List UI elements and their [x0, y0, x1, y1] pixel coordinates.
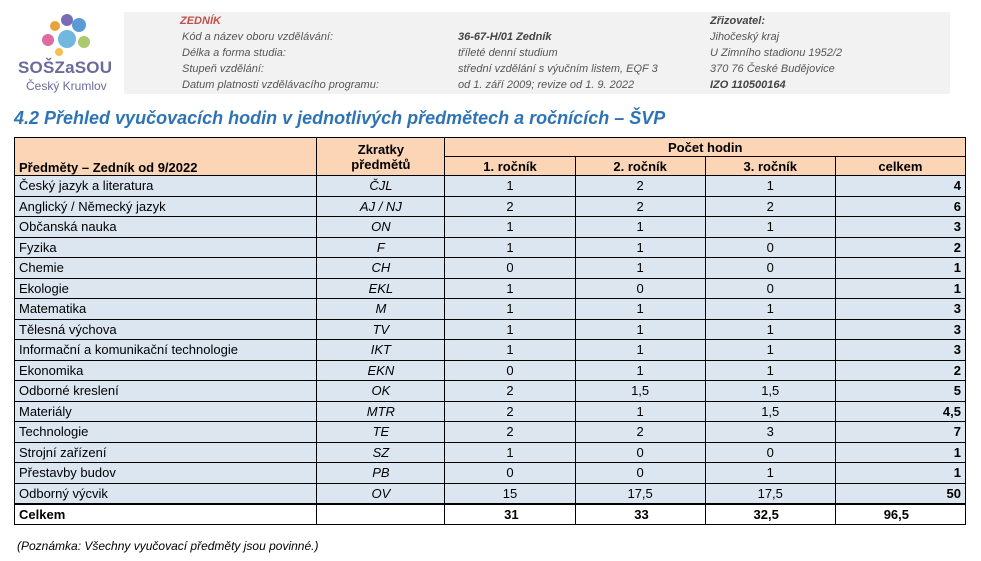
- table-row: [15, 401, 966, 422]
- year-2-cell: 1,5: [575, 381, 705, 402]
- sum-year-1-cell: 31: [445, 504, 575, 525]
- year-3-cell: 17,5: [705, 483, 835, 504]
- year-2-cell: 1: [575, 258, 705, 279]
- subject-cell: Technologie: [15, 422, 317, 443]
- header-total: celkem: [835, 157, 965, 176]
- year-2-cell: 1: [575, 299, 705, 320]
- abbr-cell: CH: [317, 258, 445, 279]
- total-cell: 6: [835, 196, 965, 217]
- info-label: Kód a název oboru vzdělávání:: [182, 31, 334, 43]
- total-cell: 4: [835, 176, 965, 197]
- year-3-cell: 1: [705, 299, 835, 320]
- total-cell: 1: [835, 278, 965, 299]
- abbr-cell: TE: [317, 422, 445, 443]
- header-abbr: [317, 138, 445, 176]
- total-cell: 1: [835, 258, 965, 279]
- abbr-cell: SZ: [317, 442, 445, 463]
- year-2-cell: 2: [575, 176, 705, 197]
- info-value: střední vzdělání s výučním listem, EQF 3: [458, 63, 658, 75]
- subject-cell: Odborný výcvik: [15, 483, 317, 504]
- sum-label-cell: Celkem: [15, 504, 317, 525]
- info-label: Stupeň vzdělání:: [182, 63, 264, 75]
- info-label: Datum platnosti vzdělávacího programu:: [182, 79, 379, 91]
- logo-circles-icon: [36, 8, 98, 58]
- year-1-cell: 15: [445, 483, 575, 504]
- founder-line: U Zimního stadionu 1952/2: [710, 47, 843, 59]
- header-subject: Předměty – Zedník od 9/2022: [15, 138, 317, 176]
- field-name: ZEDNÍK: [180, 15, 221, 27]
- table-row: [15, 278, 966, 299]
- year-2-cell: 0: [575, 442, 705, 463]
- year-1-cell: 1: [445, 278, 575, 299]
- abbr-cell: MTR: [317, 401, 445, 422]
- year-3-cell: 1: [705, 360, 835, 381]
- table-row: [15, 319, 966, 340]
- table-row: [15, 483, 966, 504]
- year-2-cell: 1: [575, 217, 705, 238]
- sum-row: [15, 504, 966, 525]
- year-3-cell: 0: [705, 278, 835, 299]
- logo-title: SOŠZaSOU: [18, 58, 113, 77]
- subject-cell: Anglický / Německý jazyk: [15, 196, 317, 217]
- subject-cell: Občanská nauka: [15, 217, 317, 238]
- subject-cell: Strojní zařízení: [15, 442, 317, 463]
- year-2-cell: 1: [575, 360, 705, 381]
- total-cell: 3: [835, 319, 965, 340]
- info-value: tříleté denní studium: [458, 47, 558, 59]
- header-year-2: 2. ročník: [575, 157, 705, 176]
- year-1-cell: 1: [445, 319, 575, 340]
- year-2-cell: 1: [575, 340, 705, 361]
- year-3-cell: 0: [705, 258, 835, 279]
- year-3-cell: 1: [705, 176, 835, 197]
- year-3-cell: 1,5: [705, 381, 835, 402]
- header-abbr-line2: předmětů: [351, 156, 411, 172]
- year-2-cell: 17,5: [575, 483, 705, 504]
- abbr-cell: M: [317, 299, 445, 320]
- year-2-cell: 2: [575, 196, 705, 217]
- year-3-cell: 1,5: [705, 401, 835, 422]
- abbr-cell: F: [317, 237, 445, 258]
- year-1-cell: 2: [445, 401, 575, 422]
- header-abbr-line1: Zkratky: [357, 141, 404, 157]
- abbr-cell: ČJL: [317, 176, 445, 197]
- table-row: [15, 217, 966, 238]
- year-2-cell: 2: [575, 422, 705, 443]
- year-1-cell: 1: [445, 237, 575, 258]
- year-1-cell: 1: [445, 217, 575, 238]
- total-cell: 5: [835, 381, 965, 402]
- year-2-cell: 0: [575, 463, 705, 484]
- founder-line: IZO 110500164: [710, 79, 786, 91]
- subject-cell: Matematika: [15, 299, 317, 320]
- subject-cell: Český jazyk a literatura: [15, 176, 317, 197]
- subject-cell: Ekonomika: [15, 360, 317, 381]
- year-3-cell: 1: [705, 340, 835, 361]
- abbr-cell: EKN: [317, 360, 445, 381]
- table-row: [15, 442, 966, 463]
- table-row: [15, 381, 966, 402]
- year-2-cell: 1: [575, 237, 705, 258]
- subject-cell: Ekologie: [15, 278, 317, 299]
- year-1-cell: 0: [445, 360, 575, 381]
- table-row: [15, 422, 966, 443]
- total-cell: 2: [835, 360, 965, 381]
- abbr-cell: IKT: [317, 340, 445, 361]
- info-label: Délka a forma studia:: [182, 47, 286, 59]
- abbr-cell: TV: [317, 319, 445, 340]
- header-hours-count: Počet hodin: [445, 138, 966, 157]
- year-1-cell: 2: [445, 196, 575, 217]
- table-row: [15, 176, 966, 197]
- abbr-cell: AJ / NJ: [317, 196, 445, 217]
- year-1-cell: 2: [445, 422, 575, 443]
- subject-cell: Chemie: [15, 258, 317, 279]
- table-row: [15, 463, 966, 484]
- year-1-cell: 2: [445, 381, 575, 402]
- year-3-cell: 1: [705, 319, 835, 340]
- subject-cell: Fyzika: [15, 237, 317, 258]
- sum-total-cell: 96,5: [835, 504, 965, 525]
- sum-year-2-cell: 33: [575, 504, 705, 525]
- year-1-cell: 1: [445, 340, 575, 361]
- footnote: (Poznámka: Všechny vyučovací předměty jsou povinné.): [17, 539, 319, 553]
- total-cell: 3: [835, 299, 965, 320]
- year-2-cell: 1: [575, 319, 705, 340]
- total-cell: 3: [835, 217, 965, 238]
- abbr-cell: EKL: [317, 278, 445, 299]
- school-logo: [14, 8, 120, 92]
- table-row: [15, 299, 966, 320]
- table-row: [15, 196, 966, 217]
- year-1-cell: 1: [445, 176, 575, 197]
- sum-year-3-cell: 32,5: [705, 504, 835, 525]
- logo-subtitle: Český Krumlov: [26, 79, 107, 93]
- founder-line: 370 76 České Budějovice: [710, 63, 835, 75]
- year-3-cell: 1: [705, 217, 835, 238]
- hours-table: [14, 137, 966, 525]
- year-3-cell: 3: [705, 422, 835, 443]
- abbr-cell: OK: [317, 381, 445, 402]
- table-row: [15, 258, 966, 279]
- year-1-cell: 1: [445, 442, 575, 463]
- abbr-cell: ON: [317, 217, 445, 238]
- year-2-cell: 0: [575, 278, 705, 299]
- year-3-cell: 0: [705, 442, 835, 463]
- year-2-cell: 1: [575, 401, 705, 422]
- subject-cell: Materiály: [15, 401, 317, 422]
- abbr-cell: PB: [317, 463, 445, 484]
- total-cell: 4,5: [835, 401, 965, 422]
- year-3-cell: 2: [705, 196, 835, 217]
- table-row: [15, 237, 966, 258]
- subject-cell: Tělesná výchova: [15, 319, 317, 340]
- total-cell: 50: [835, 483, 965, 504]
- founder-label: Zřizovatel:: [710, 15, 766, 27]
- total-cell: 1: [835, 442, 965, 463]
- subject-cell: Informační a komunikační technologie: [15, 340, 317, 361]
- abbr-cell: OV: [317, 483, 445, 504]
- year-3-cell: 1: [705, 463, 835, 484]
- header-year-1: 1. ročník: [445, 157, 575, 176]
- total-cell: 1: [835, 463, 965, 484]
- info-box: [124, 12, 950, 94]
- total-cell: 2: [835, 237, 965, 258]
- info-value: od 1. září 2009; revize od 1. 9. 2022: [458, 79, 635, 91]
- year-1-cell: 1: [445, 299, 575, 320]
- year-1-cell: 0: [445, 463, 575, 484]
- total-cell: 3: [835, 340, 965, 361]
- table-row: [15, 360, 966, 381]
- total-cell: 7: [835, 422, 965, 443]
- info-value: 36-67-H/01 Zedník: [458, 31, 552, 43]
- year-3-cell: 0: [705, 237, 835, 258]
- table-row: [15, 340, 966, 361]
- sum-abbr-cell: [317, 504, 445, 525]
- founder-line: Jihočeský kraj: [710, 31, 780, 43]
- header-year-3: 3. ročník: [705, 157, 835, 176]
- subject-cell: Odborné kreslení: [15, 381, 317, 402]
- section-heading: 4.2 Přehled vyučovacích hodin v jednotlivých předmětech a ročnících – ŠVP: [14, 108, 666, 128]
- subject-cell: Přestavby budov: [15, 463, 317, 484]
- year-1-cell: 0: [445, 258, 575, 279]
